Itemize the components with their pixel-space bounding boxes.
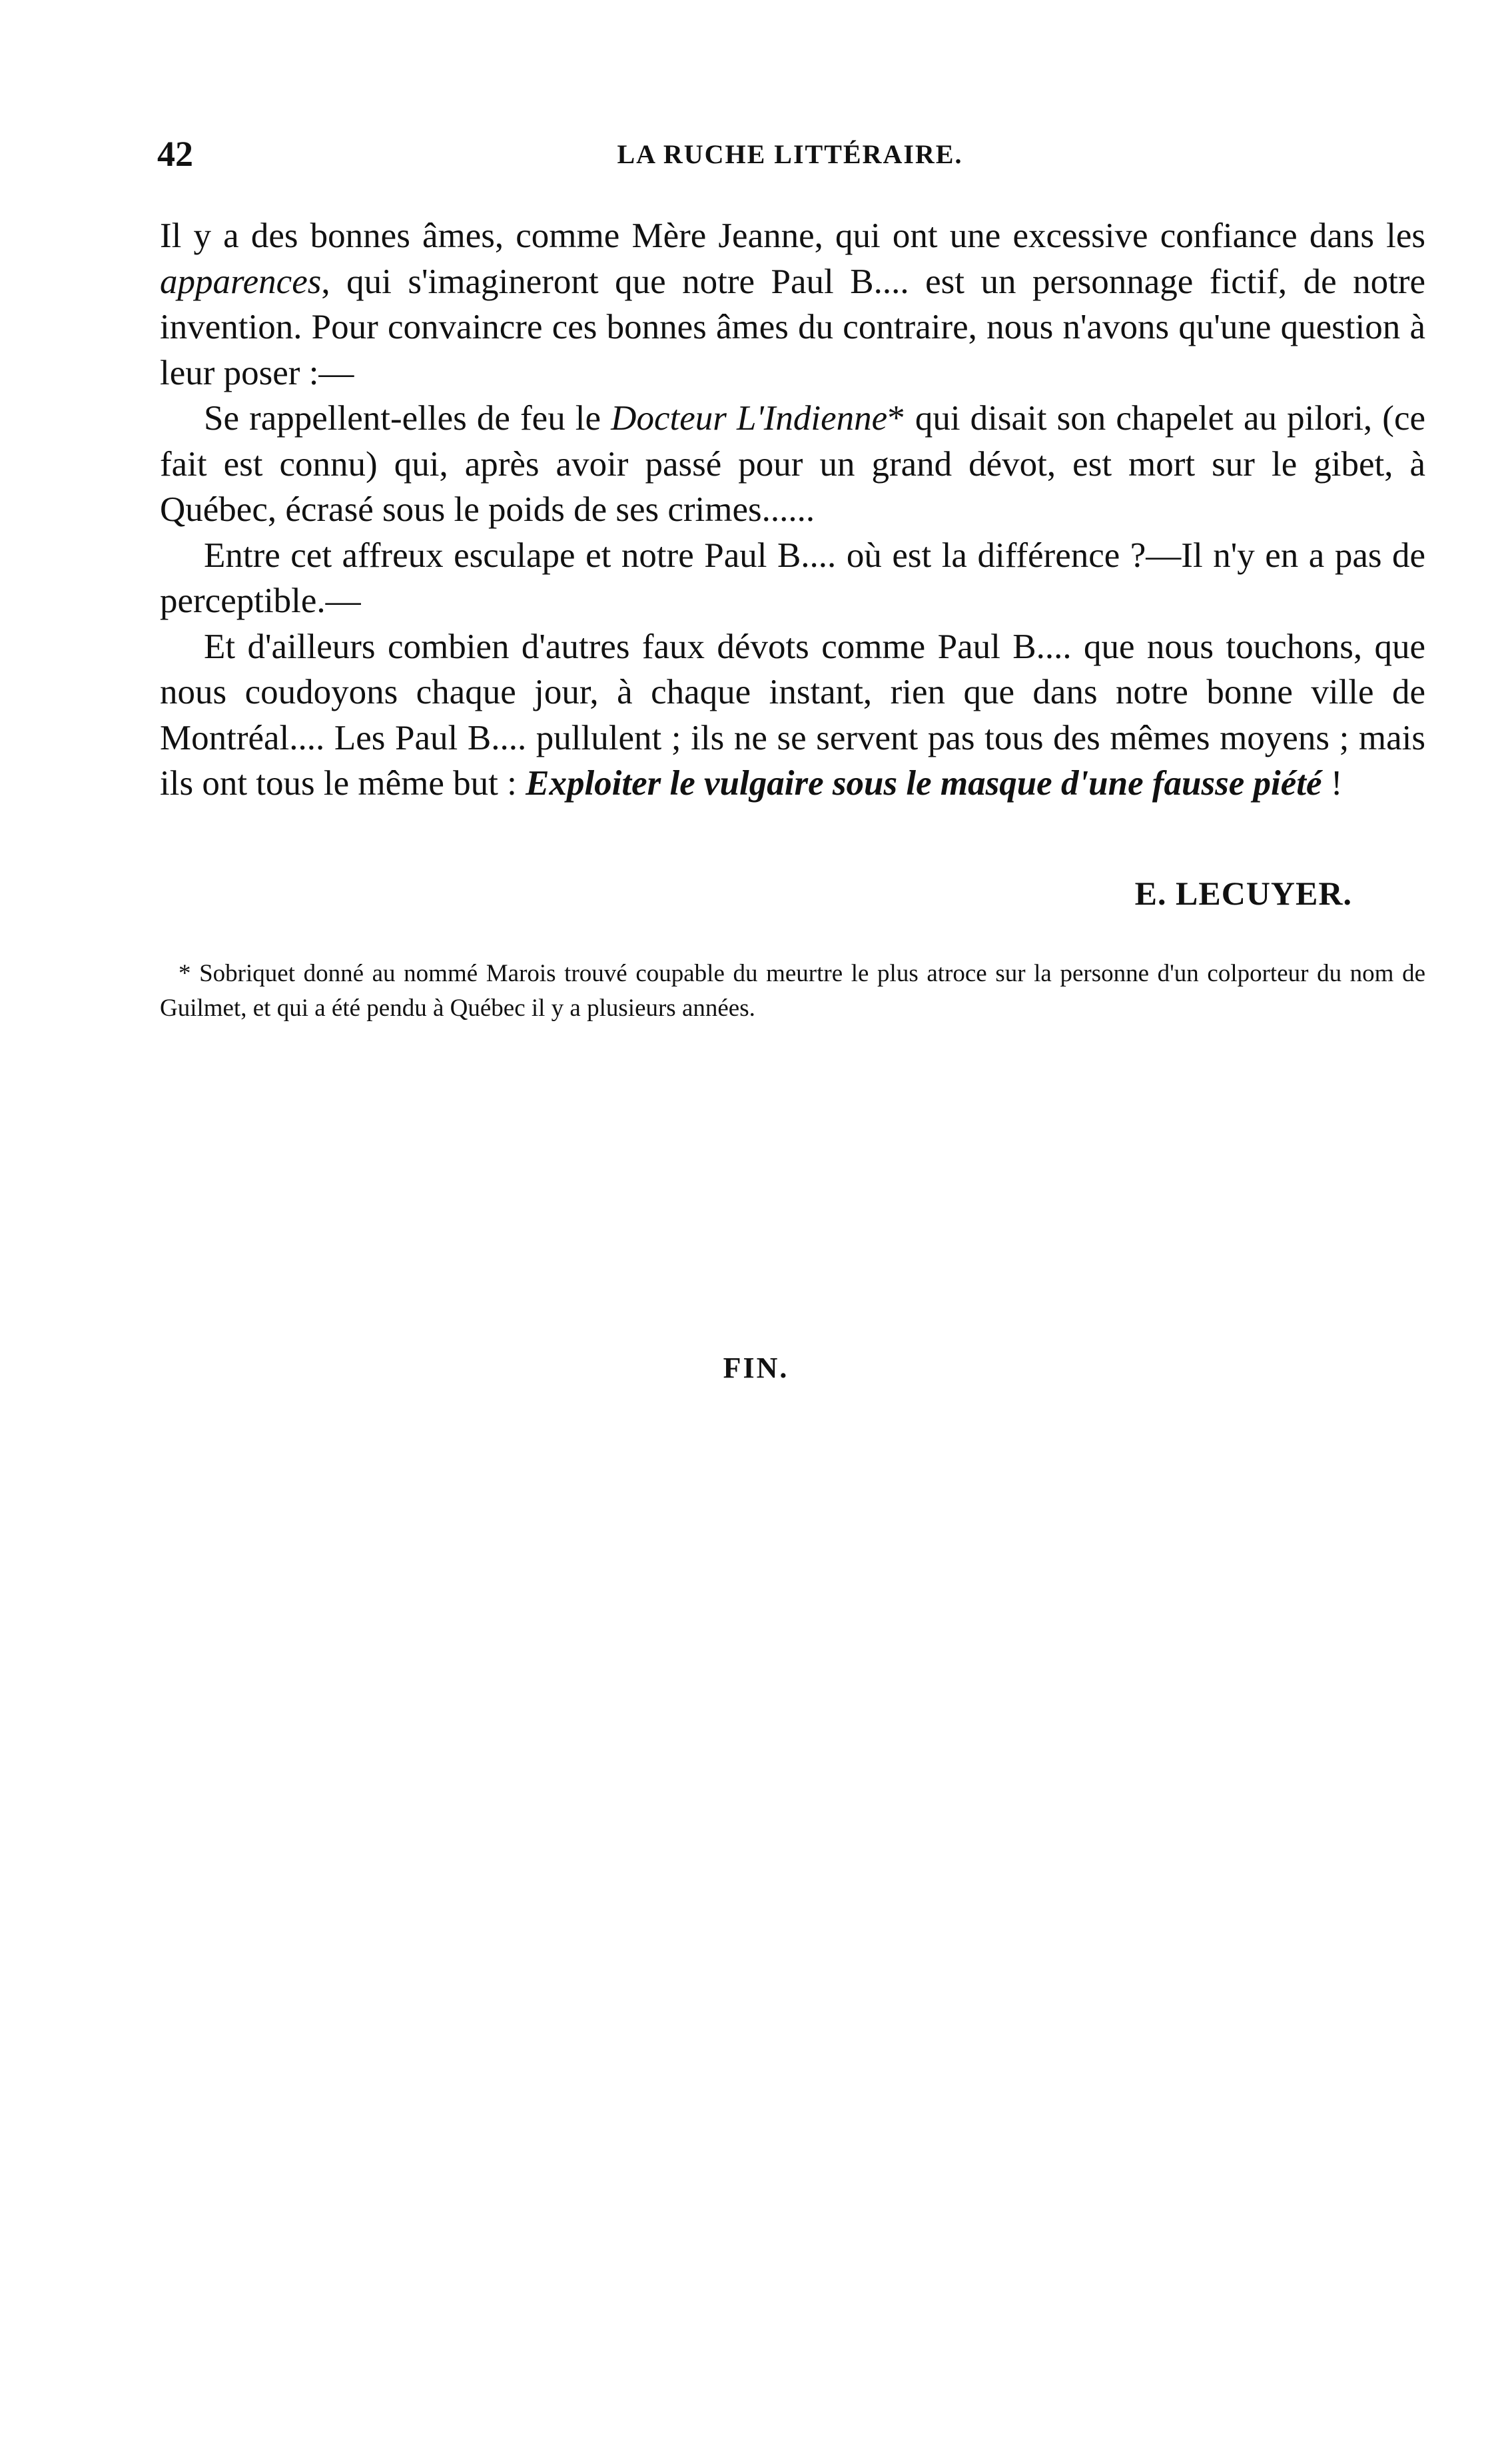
paragraph-4 (160, 624, 1425, 807)
page-header (157, 133, 1423, 180)
paragraph-4-emphasis: Exploiter le vulgaire sous le masque d'une fausse piété (526, 764, 1322, 803)
paragraph-3: Entre cet affreux esculape et notre Paul B.... où est la différence ?—Il n'y en a pas de perceptible.— (160, 536, 1425, 620)
paragraph-1 (160, 213, 1425, 396)
paragraph-1-italic: apparences (160, 262, 322, 301)
paragraph-1-text-a: Il y a des bonnes âmes, comme Mère Jeanne, qui ont une excessive confiance dans les (160, 216, 1425, 255)
body-text (160, 213, 1425, 807)
footnote (160, 957, 1425, 1026)
paragraph-4-text-a: Et d'ailleurs combien d'autres faux dévots comme Paul B.... que nous touchons, que nous coudoyons chaque jour, à chaque instant, rien que dans notre bonne ville de Montréal.... Les Paul B.... pullulent ; ils ne se servent pas tous des mêmes moyens ; mais ils ont tous le même but : (160, 627, 1425, 803)
paragraph-2 (160, 396, 1425, 533)
author-signature: E. LECUYER. (1134, 875, 1352, 912)
end-marker: FIN. (723, 1352, 789, 1384)
paragraph-2-text-a: Se rappellent-elles de feu le (204, 399, 611, 438)
running-title: LA RUCHE LITTÉRAIRE. (617, 139, 963, 169)
paragraph-2-text-c: * qui disait son chapelet au pilori, (ce fait est connu) qui, après avoir passé pour un grand dévot, est mort sur le gibet, à Québec, écrasé sous le poids de ses crimes...... (160, 399, 1425, 529)
footnote-text: * Sobriquet donné au nommé Marois trouvé coupable du meurtre le plus atroce sur la personne d'un colporteur du nom de Guilmet, et qui a été pendu à Québec il y a plusieurs années. (160, 960, 1425, 1022)
page-number: 42 (157, 134, 193, 174)
paragraph-2-italic: Docteur L'Indienne (611, 399, 888, 438)
paragraph-1-text-c: , qui s'imagineront que notre Paul B.... est un personnage fictif, de notre invention. Pour convaincre ces bonnes âmes du contraire, nous n'avons qu'une question à leur poser :— (160, 262, 1425, 392)
paragraph-4-text-c: ! (1322, 764, 1343, 803)
